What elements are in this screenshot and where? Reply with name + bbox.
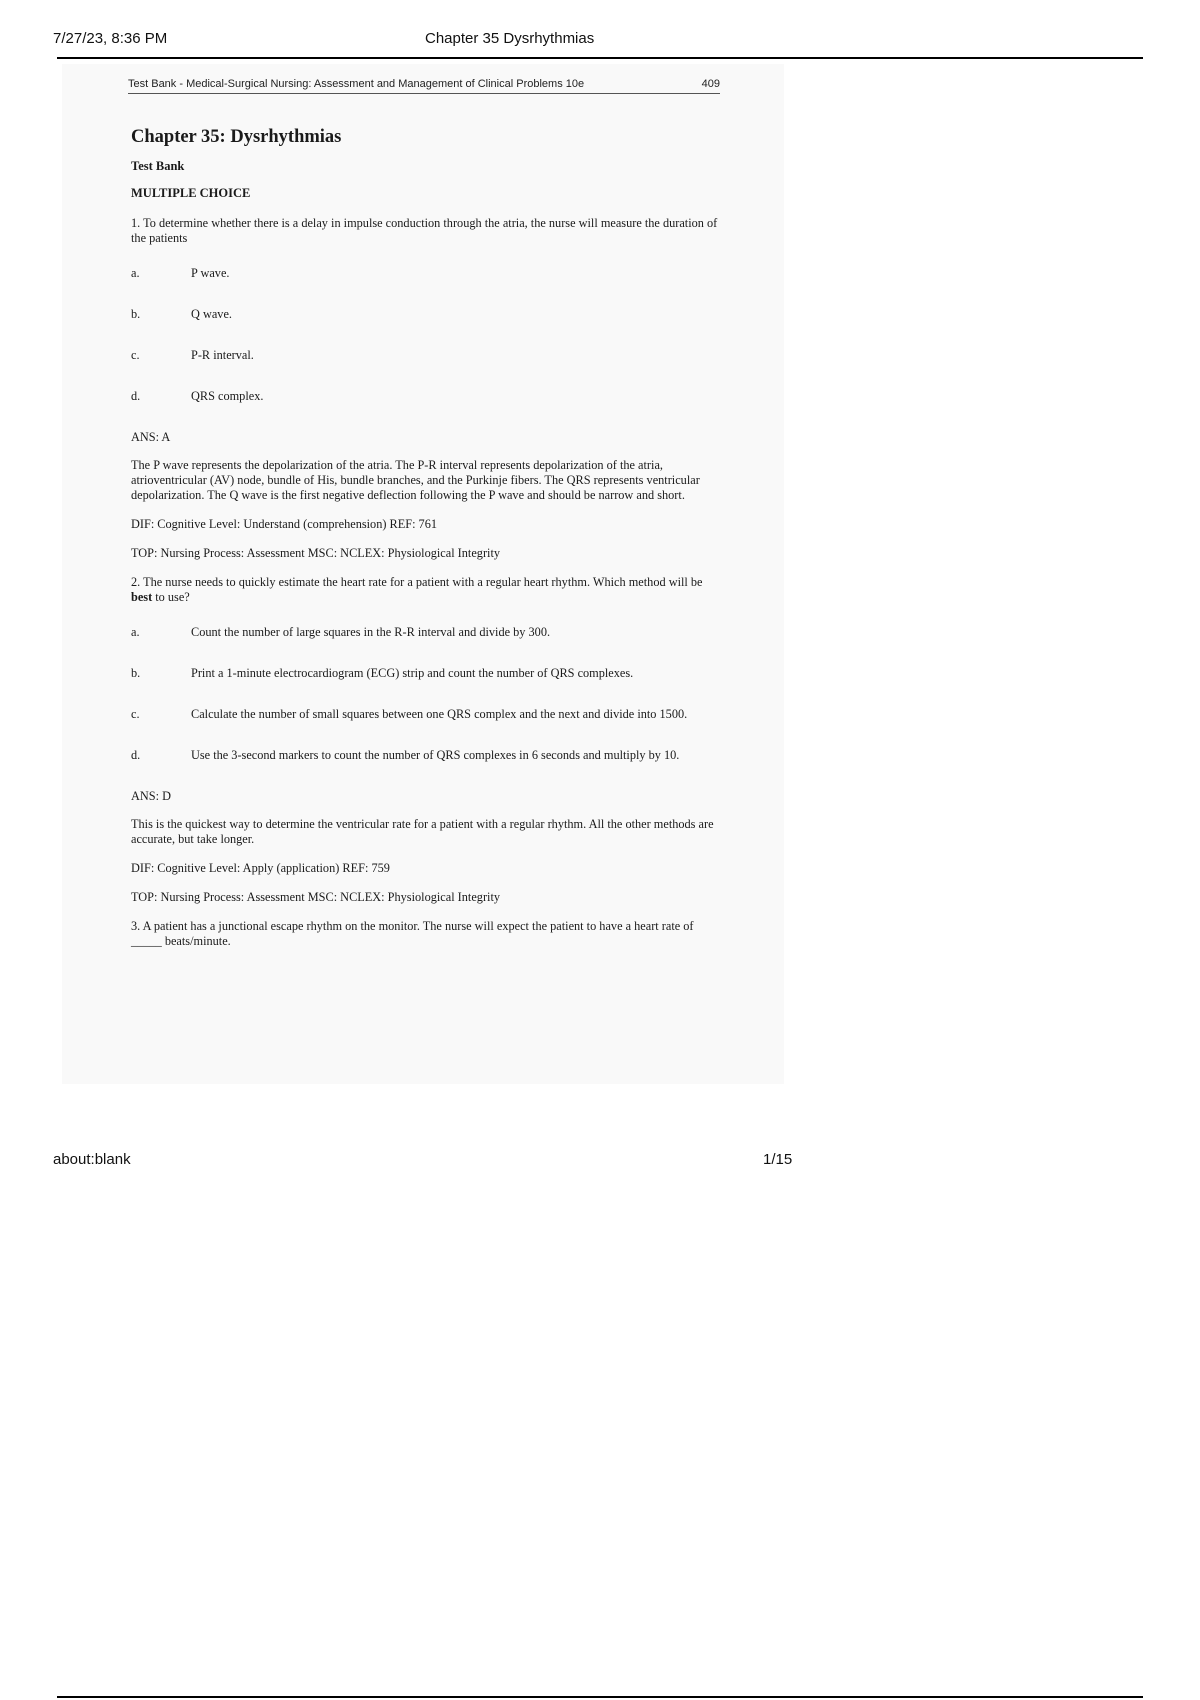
q1-option-c: [131, 348, 721, 363]
question-3-stem: 3. A patient has a junctional escape rhythm on the monitor. The nurse will expect the patient to have a heart rate of _____ beats/minute.: [131, 919, 694, 948]
option-letter: d.: [131, 748, 141, 762]
option-letter: c.: [131, 348, 140, 362]
q1-option-a: [131, 266, 721, 281]
section-heading: MULTIPLE CHOICE: [131, 186, 251, 200]
option-text: Print a 1-minute electrocardiogram (ECG) strip and count the number of QRS complexes.: [191, 666, 634, 680]
q2-difficulty: DIF: Cognitive Level: Apply (application) REF: 759: [131, 861, 390, 875]
q1-difficulty: DIF: Cognitive Level: Understand (comprehension) REF: 761: [131, 517, 438, 531]
q1-option-d: [131, 389, 721, 404]
chapter-title: Chapter 35: Dysrhythmias: [131, 127, 342, 147]
option-text: QRS complex.: [191, 389, 264, 403]
q2-option-a: [131, 625, 721, 640]
q2-option-d: [131, 748, 721, 763]
document-body: [131, 126, 721, 949]
q2-stem-after: to use?: [152, 590, 190, 604]
print-page-count: 1/15: [763, 1151, 793, 1168]
header-divider: [57, 57, 1143, 59]
option-text: Q wave.: [191, 307, 232, 321]
option-text: Use the 3-second markers to count the number of QRS complexes in 6 seconds and multiply by 10.: [191, 748, 680, 762]
running-header-rule: [128, 93, 720, 94]
q1-topic: TOP: Nursing Process: Assessment MSC: NCLEX: Physiological Integrity: [131, 546, 501, 560]
doc-subtitle: Test Bank: [131, 159, 185, 173]
option-letter: a.: [131, 625, 140, 639]
option-text: P-R interval.: [191, 348, 254, 362]
print-title: Chapter 35 Dysrhythmias: [425, 30, 595, 47]
option-letter: b.: [131, 666, 141, 680]
q2-stem-emphasis: best: [131, 590, 153, 604]
option-letter: b.: [131, 307, 141, 321]
print-datetime: 7/27/23, 8:36 PM: [53, 30, 168, 47]
print-header: [0, 0, 1200, 60]
book-page-number: 409: [701, 78, 720, 90]
option-letter: c.: [131, 707, 140, 721]
question-1-stem: 1. To determine whether there is a delay in impulse conduction through the atria, the nurse will measure the duration of the patients: [131, 216, 718, 245]
option-text: Count the number of large squares in the R-R interval and divide by 300.: [191, 625, 551, 639]
q2-answer: ANS: D: [131, 789, 171, 803]
option-text: Calculate the number of small squares between one QRS complex and the next and divide into 1500.: [191, 707, 688, 721]
option-letter: a.: [131, 266, 140, 280]
question-2-stem: [131, 575, 721, 605]
q2-option-c: [131, 707, 721, 722]
q2-option-b: [131, 666, 721, 681]
q2-topic: TOP: Nursing Process: Assessment MSC: NCLEX: Physiological Integrity: [131, 890, 501, 904]
option-letter: d.: [131, 389, 141, 403]
q1-option-b: [131, 307, 721, 322]
q2-stem-before: 2. The nurse needs to quickly estimate the heart rate for a patient with a regular heart rhythm. Which method will be: [131, 575, 703, 589]
footer-divider: [57, 1696, 1143, 1698]
q1-answer: ANS: A: [131, 430, 171, 444]
q1-rationale: The P wave represents the depolarization of the atria. The P-R interval represents depolarization of the atria, atrioventricular (AV) node, bundle of His, bundle branches, and the Purkinje fibers. The QRS represents ventricular depolarization. The Q wave is the first negative deflection following the P wave and should be narrow and short.: [131, 458, 700, 502]
q2-rationale: This is the quickest way to determine the ventricular rate for a patient with a regular rhythm. All the other methods are accurate, but take longer.: [131, 817, 714, 846]
print-url: about:blank: [53, 1151, 131, 1168]
running-title: Test Bank - Medical-Surgical Nursing: Assessment and Management of Clinical Problems 10e: [128, 78, 585, 90]
option-text: P wave.: [191, 266, 230, 280]
